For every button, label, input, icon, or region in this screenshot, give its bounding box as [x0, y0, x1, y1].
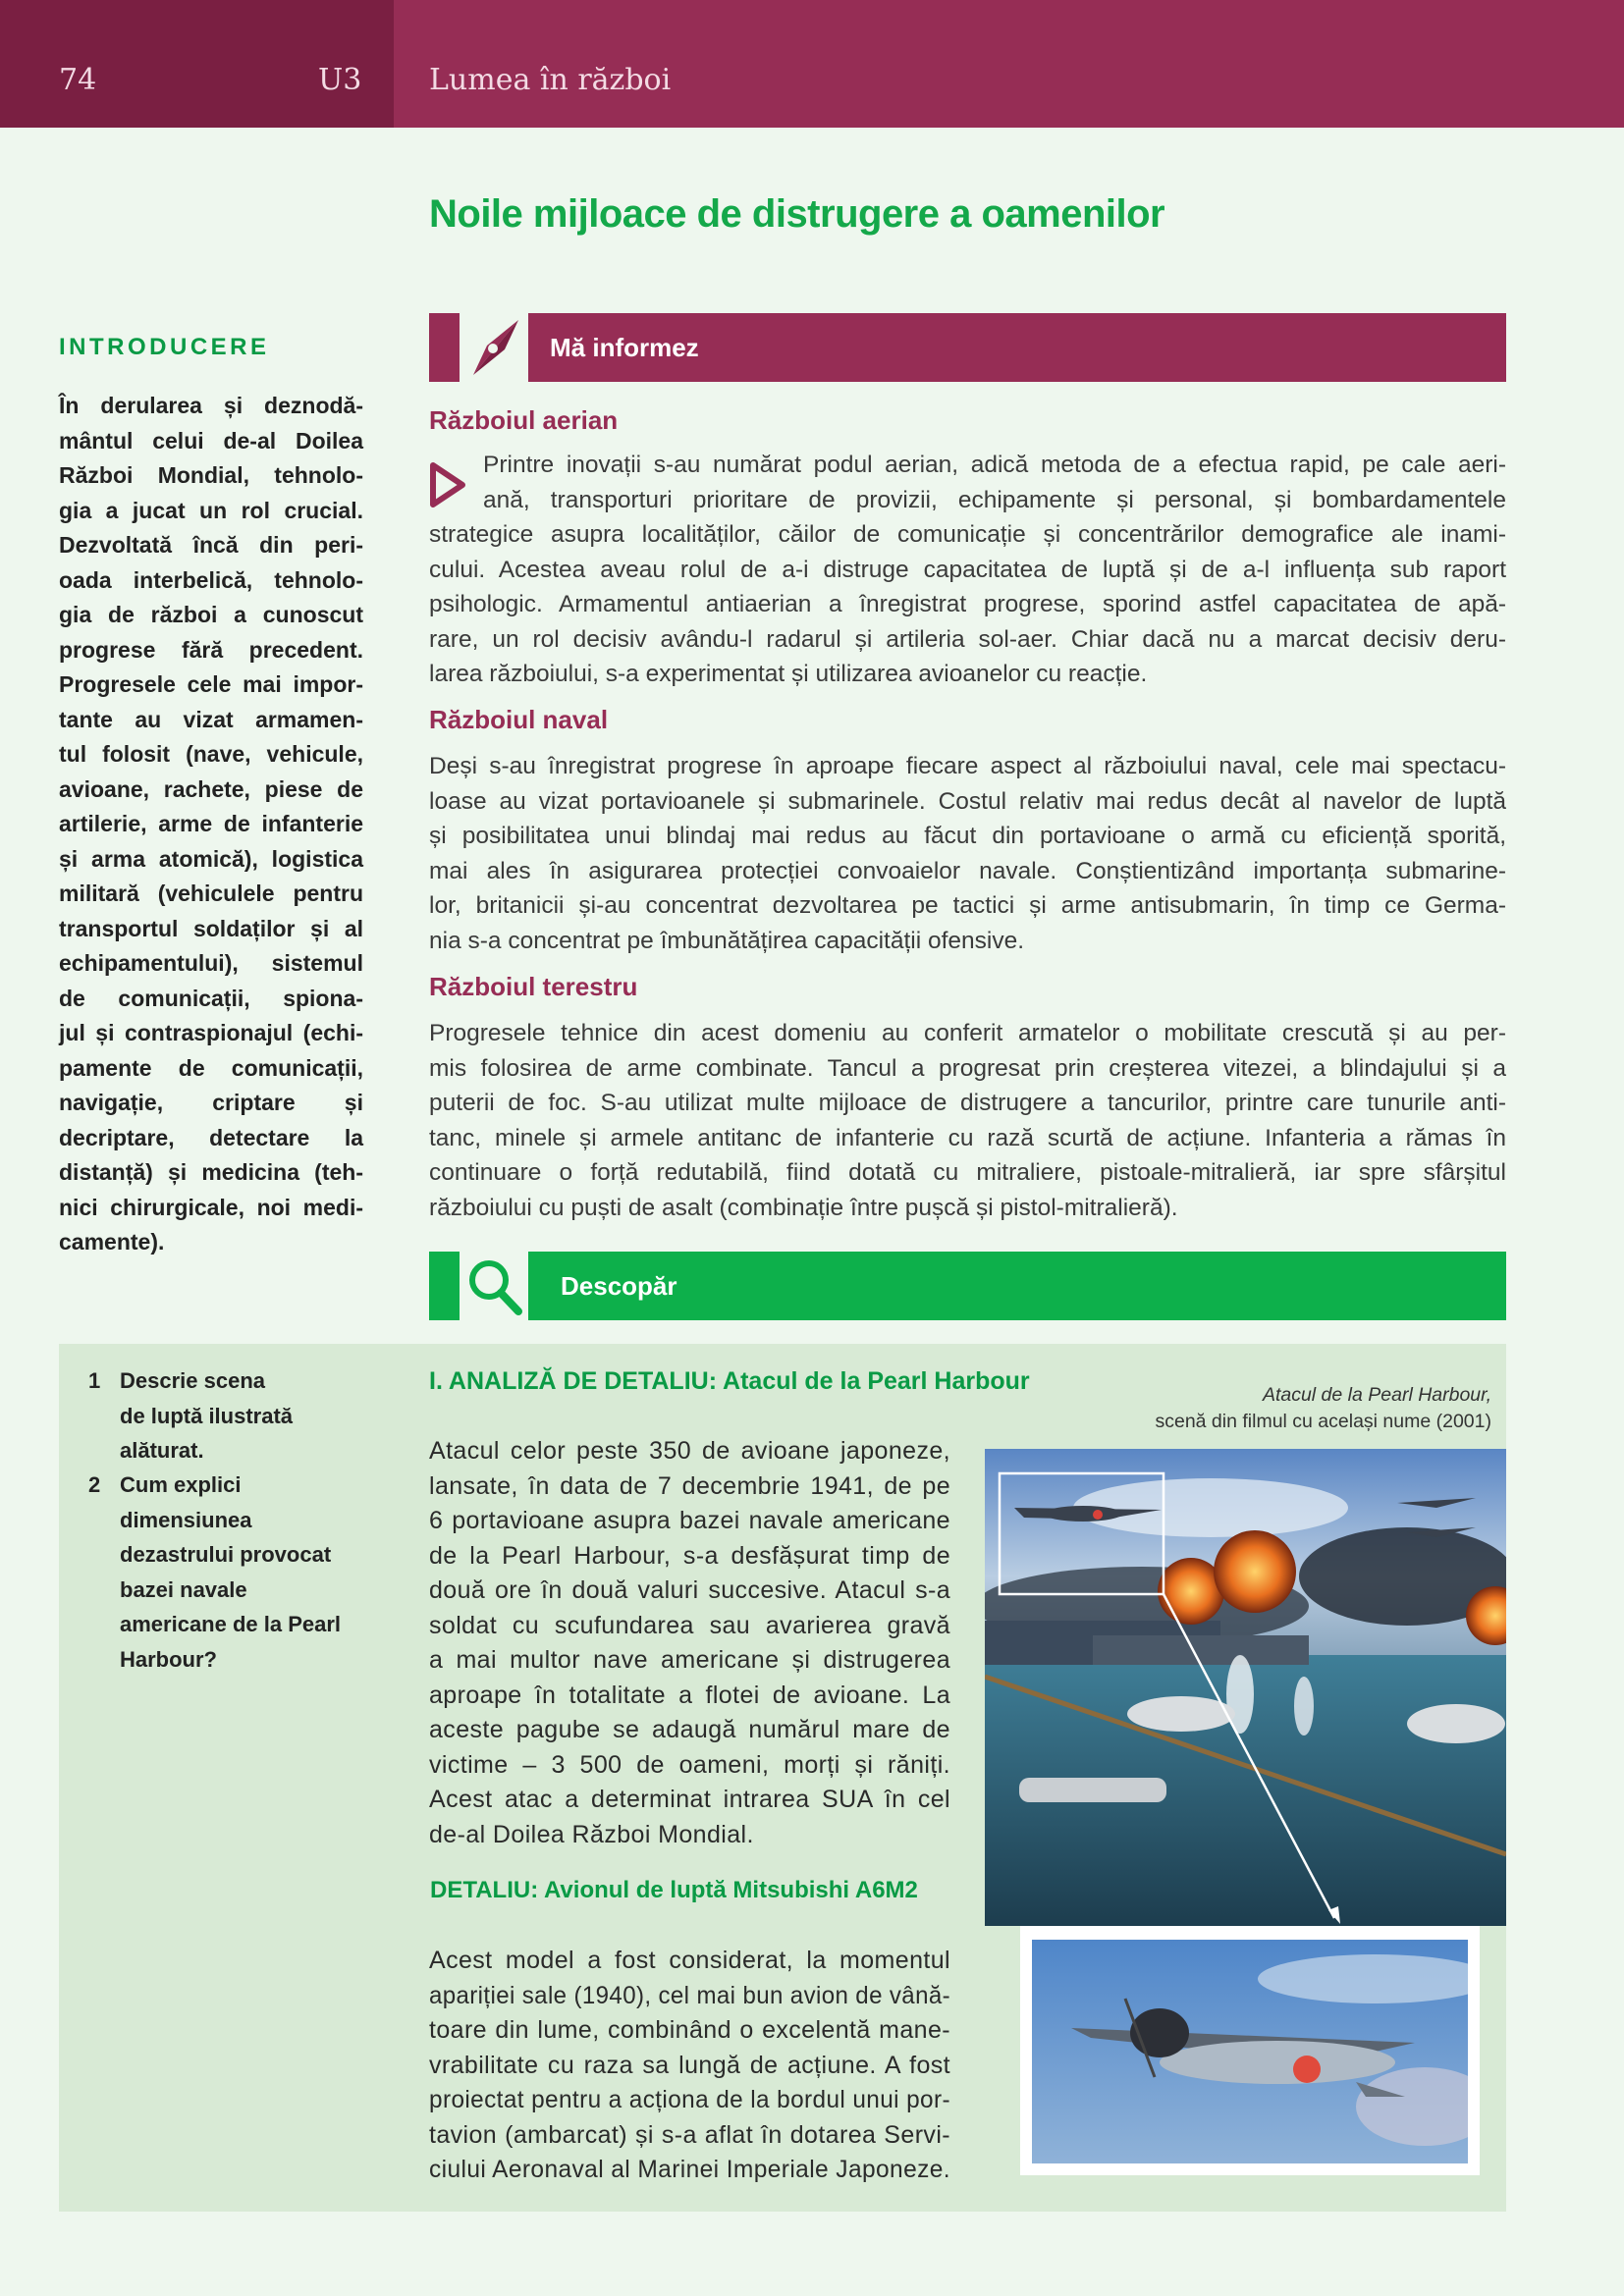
text-line: [59, 598, 363, 633]
text-line-content: a mai multor nave americane și distrugerea: [429, 1646, 950, 1674]
text-line-content: Progresele cele mai impor-: [59, 671, 363, 697]
text-line: [429, 1783, 950, 1818]
text-line-content: mântul celui de-al Doilea: [59, 427, 363, 454]
text-line: [429, 854, 1506, 889]
pearl-harbour-photo: [985, 1449, 1506, 1926]
text-line-content: americane de la Pearl: [120, 1612, 342, 1636]
page-title: Noile mijloace de distrugere a oamenilor: [429, 192, 1165, 236]
text-line: [59, 842, 363, 878]
text-line: [59, 667, 363, 703]
text-line: [429, 1086, 1506, 1121]
text-line-content: lansate, în data de 7 decembrie 1941, de pe: [429, 1471, 950, 1500]
photo-caption-title: Atacul de la Pearl Harbour,: [1262, 1384, 1491, 1406]
text-line: [429, 1643, 950, 1679]
text-line: [483, 483, 1506, 518]
text-line: [59, 1051, 363, 1087]
text-line: [120, 1537, 375, 1573]
text-line: [59, 737, 363, 773]
text-line: [120, 1573, 375, 1608]
text-line-content: și posibilitatea unui blindaj mai redus au făcut din portavioane o armă cu eficiență sporită,: [429, 823, 1506, 849]
text-line-content: Cum explici: [120, 1472, 242, 1497]
text-line-content: puterii de foc. S-au utilizat multe mijloace de distrugere a tancurilor, printre care tunurile anti-: [429, 1090, 1506, 1116]
text-line: [429, 1748, 950, 1784]
text-line-content: progrese fără precedent.: [59, 636, 363, 663]
text-line: [429, 2049, 950, 2084]
detail-heading: DETALIU: Avionul de luptă Mitsubishi A6M2: [430, 1877, 918, 1903]
text-line: [59, 773, 363, 808]
text-line-content: artilerie, arme de infanterie: [59, 811, 363, 836]
text-line-content: continuare o forță redutabilă, fiind dotată cu mitraliere, pistoale-mitralieră, iar spre sfârșitul: [429, 1159, 1506, 1186]
text-line: [59, 912, 363, 947]
text-line: [429, 1016, 1506, 1051]
text-line: [429, 657, 1506, 692]
compass-icon: [465, 316, 524, 379]
text-line-content: 6 portavioane asupra bazei navale americane: [429, 1507, 950, 1534]
text-line-content: psihologic. Armamentul antiaerian a înregistrat progrese, sporind astfel capacitatea de apă-: [429, 591, 1506, 617]
text-line: [429, 553, 1506, 588]
text-line: [59, 1225, 363, 1260]
text-line: [429, 1679, 950, 1714]
text-line-content: Atacul celor peste 350 de avioane japoneze,: [429, 1437, 950, 1465]
text-line: [429, 2083, 950, 2118]
discover-bar-marker: [429, 1252, 460, 1320]
text-line-content: cului. Acestea aveau rolul de a-i distruge capacitatea de luptă și de a-l influența sub raport: [429, 556, 1506, 583]
text-line: [59, 528, 363, 563]
text-line: [59, 1191, 363, 1226]
text-line-content: tul folosit (nave, vehicule,: [59, 741, 363, 767]
text-line-content: ciului Aeronaval al Marinei Imperiale Japoneze.: [429, 2156, 950, 2183]
text-line: [59, 807, 363, 842]
text-line-content: oada interbelică, tehnolo-: [59, 566, 363, 593]
text-line: [59, 633, 363, 668]
text-line-content: dezastrului provocat: [120, 1542, 332, 1567]
text-line: [429, 2118, 950, 2154]
text-line: [59, 389, 363, 424]
text-line: [429, 1469, 950, 1505]
text-line: [429, 1434, 950, 1469]
text-line-content: pamente de comunicații,: [59, 1054, 363, 1081]
text-line-content: aproape în totalitate a flotei de avioane. La: [429, 1681, 950, 1709]
text-line: [59, 982, 363, 1017]
text-line-content: decriptare, detectare la: [59, 1124, 363, 1150]
text-line: [59, 563, 363, 599]
text-line-content: apariției sale (1940), cel mai bun avion de vână-: [429, 1981, 950, 2009]
text-line: [429, 1713, 950, 1748]
section-heading-land: Războiul terestru: [429, 972, 638, 1001]
text-line-content: mis folosirea de arme combinate. Tancul a progresat prin creșterea vitezei, a blindajului și a: [429, 1054, 1506, 1082]
text-line: [429, 1574, 950, 1609]
text-line-content: avioane, rachete, piese de: [59, 775, 363, 802]
text-line-content: de comunicații, spiona-: [59, 985, 363, 1011]
text-line-content: de la Pearl Harbour, s-a desfășurat timp de: [429, 1541, 950, 1570]
unit-title: Lumea în război: [429, 63, 672, 97]
text-line-content: lor, britanicii și-au concentrat dezvoltarea pe tactici și arme antisubmarin, în timp ce Germa-: [429, 892, 1506, 919]
text-line-content: alăturat.: [120, 1438, 204, 1463]
question-number: 1: [88, 1368, 101, 1393]
text-line: [429, 784, 1506, 820]
text-line: [59, 1155, 363, 1191]
text-line: [429, 1504, 950, 1539]
text-line-content: Acest model a fost considerat, la momentul: [429, 1947, 950, 1974]
text-line-content: rare, un rol decisiv avându-l radarul și artileria sol-aer. Chiar dacă nu a marcat decisiv deru-: [429, 625, 1506, 653]
question-number: 2: [88, 1472, 101, 1497]
text-line-content: gia de război a cunoscut: [59, 602, 363, 627]
text-line: [429, 1191, 1506, 1226]
discover-bar: [528, 1252, 1506, 1320]
text-line: [429, 1051, 1506, 1087]
text-line-content: soldat cu scufundarea sau avarierea gravă: [429, 1611, 950, 1639]
text-line: [120, 1607, 375, 1642]
text-line-content: aceste pagube se adaugă numărul mare de: [429, 1716, 950, 1743]
text-line-content: Acest atac a determinat intrarea SUA în cel: [429, 1786, 950, 1813]
text-line-content: tanc, minele și armele antitanc de infanterie cu rază scurtă de acțiune. Infanteria a rămas în: [429, 1124, 1506, 1151]
text-line-content: camente).: [59, 1229, 165, 1255]
text-line: [429, 622, 1506, 658]
text-line: [120, 1433, 375, 1468]
text-line-content: de luptă ilustrată: [120, 1403, 294, 1428]
text-line: [429, 819, 1506, 854]
play-triangle-icon: [429, 461, 468, 508]
text-line-content: două ore în două valuri succesive. Atacul s-a: [429, 1576, 950, 1604]
text-line: [429, 1155, 1506, 1191]
text-line: [120, 1399, 375, 1434]
text-line-content: de-al Doilea Război Mondial.: [429, 1820, 754, 1848]
text-line: [429, 1539, 950, 1575]
analysis-heading: I. ANALIZĂ DE DETALIU: Atacul de la Pearl Harbour: [429, 1367, 1030, 1395]
detail-photo-frame: [1020, 1926, 1480, 2175]
text-line-content: bazei navale: [120, 1576, 247, 1602]
text-line-content: toare din lume, combinând o excelentă mane-: [429, 2016, 950, 2044]
text-line: [120, 1468, 375, 1503]
text-line-content: gia a jucat un rol crucial.: [59, 497, 363, 523]
text-line: [59, 703, 363, 738]
intro-heading: INTRODUCERE: [59, 334, 270, 360]
mitsubishi-a6m2-photo: [1032, 1940, 1468, 2163]
text-line: [429, 517, 1506, 553]
text-line-content: nia s-a concentrat pe îmbunătățirea capacității ofensive.: [429, 927, 1025, 954]
text-line: [429, 1121, 1506, 1156]
text-line-content: victime – 3 500 de oameni, morți și răniți.: [429, 1750, 950, 1779]
text-line-content: Harbour?: [120, 1646, 217, 1672]
page-number: 74: [59, 63, 97, 97]
photo-caption-text: scenă din filmul cu același nume (2001): [1155, 1411, 1491, 1432]
text-line-content: dimensiunea: [120, 1507, 252, 1532]
text-line-content: proiectat pentru a acționa de la bordul unui por-: [429, 2086, 950, 2113]
text-line: [429, 587, 1506, 622]
text-line: [59, 1016, 363, 1051]
text-line: [59, 458, 363, 494]
text-line-content: militară (vehiculele pentru: [59, 881, 363, 906]
text-line: [59, 946, 363, 982]
text-line: [429, 749, 1506, 784]
inform-label: Mă informez: [550, 333, 699, 362]
inform-bar-marker: [429, 313, 460, 382]
text-line-content: navigație, criptare și: [59, 1090, 363, 1115]
text-line-content: Progresele tehnice din acest domeniu au conferit armatelor o mobilitate crescută și au per-: [429, 1020, 1506, 1046]
text-line-content: Deși s-au înregistrat progrese în aproape fiecare aspect al războiului naval, cele mai spectacu-: [429, 753, 1506, 779]
text-line: [429, 1979, 950, 2014]
text-line-content: distanță) și medicina (teh-: [59, 1159, 363, 1185]
text-line-content: În derularea și deznodă-: [59, 393, 363, 418]
text-line: [59, 1121, 363, 1156]
text-line-content: și arma atomică), logistica: [59, 845, 363, 872]
text-line: [120, 1363, 375, 1399]
inform-bar: [528, 313, 1506, 382]
text-line-content: nici chirurgicale, noi medi-: [59, 1194, 363, 1220]
text-line-content: tante au vizat armamen-: [59, 706, 363, 732]
text-line-content: Dezvoltată încă din peri-: [59, 532, 363, 558]
section-heading-naval: Războiul naval: [429, 705, 609, 734]
text-line: [429, 1818, 950, 1853]
magnifier-icon: [465, 1256, 524, 1317]
text-line-content: Printre inovații s-au numărat podul aerian, adică metoda de a efectua rapid, pe cale aeri-: [483, 452, 1506, 478]
text-line: [59, 494, 363, 529]
text-line-content: transportul soldaților și al: [59, 915, 363, 941]
text-line-content: Descrie scena: [120, 1368, 265, 1393]
text-line-content: larea războiului, s-a experimentat și utilizarea avioanelor cu reacție.: [429, 661, 1148, 687]
text-line-content: vrabilitate cu raza sa lungă de acțiune. A fost: [429, 2051, 950, 2079]
discover-label: Descopăr: [561, 1271, 677, 1301]
text-line-content: ană, transporturi prioritare de provizii, echipamente și personal, și bombardamentele: [483, 486, 1506, 513]
text-line: [429, 2153, 950, 2188]
text-line: [429, 1944, 950, 1979]
text-line-content: loase au vizat portavioanele și submarinele. Costul relativ mai redus decât al navelor de luptă: [429, 787, 1506, 815]
text-line: [59, 1086, 363, 1121]
text-line-content: Război Mondial, tehnolo-: [59, 462, 363, 488]
text-line: [429, 924, 1506, 959]
text-line: [120, 1642, 375, 1678]
text-line: [429, 2013, 950, 2049]
text-line: [59, 424, 363, 459]
text-line-content: jul și contraspionajul (echi-: [59, 1020, 363, 1045]
text-line: [429, 888, 1506, 924]
text-line-content: războiului cu puști de asalt (combinație între pușcă și pistol-mitralieră).: [429, 1194, 1178, 1221]
section-heading-air: Războiul aerian: [429, 405, 619, 435]
text-line-content: mai ales în asigurarea protecției convoaielor navale. Conștientizând importanța submarine-: [429, 857, 1506, 884]
text-line: [59, 877, 363, 912]
unit-label: U3: [318, 63, 362, 97]
text-line-content: strategice asupra localităților, căilor de comunicație și concentrărilor demografice ale inami-: [429, 521, 1506, 548]
text-line: [120, 1503, 375, 1538]
text-line: [429, 1609, 950, 1644]
text-line-content: echipamentului), sistemul: [59, 950, 363, 976]
text-line-content: tavion (ambarcat) și s-a aflat în dotarea Servi-: [429, 2120, 950, 2149]
text-line: [483, 448, 1506, 483]
